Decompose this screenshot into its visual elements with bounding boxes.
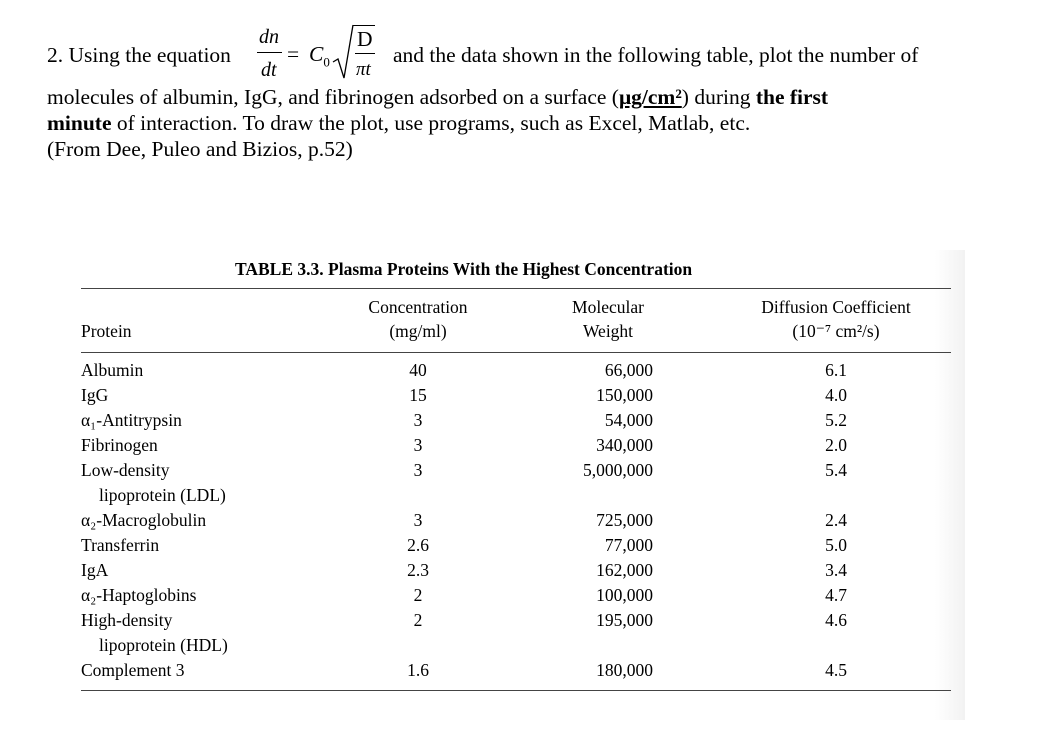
cell-protein: Complement 3 bbox=[81, 660, 185, 680]
question-line-2: molecules of albumin, IgG, and fibrinogen adsorbed on a surface (μg/cm²) during the first bbox=[47, 85, 829, 109]
cell-diffusion: 5.4 bbox=[825, 460, 847, 480]
cell-mw: 150,000 bbox=[596, 385, 653, 405]
cell-concentration: 40 bbox=[409, 360, 427, 380]
cell-diffusion: 4.7 bbox=[825, 585, 847, 605]
cell-protein: IgG bbox=[81, 385, 109, 405]
cell-mw: 54,000 bbox=[604, 410, 653, 430]
cell-concentration: 3 bbox=[413, 435, 423, 455]
cell-protein: α₂-Haptoglobins bbox=[81, 585, 197, 605]
fraction-bar bbox=[257, 52, 282, 53]
header-diffusion: Diffusion Coefficient (10⁻⁷ cm²/s) bbox=[761, 297, 911, 341]
cell-protein: High-density bbox=[81, 610, 173, 630]
header-molecular-weight: Molecular Weight bbox=[572, 297, 644, 341]
equation-denominator: dt bbox=[261, 59, 277, 81]
cell-diffusion: 5.0 bbox=[825, 535, 847, 555]
units-text: μg/cm² bbox=[618, 85, 682, 109]
cell-concentration: 3 bbox=[413, 510, 423, 530]
cell-protein: Low-density bbox=[81, 460, 170, 480]
question-suffix: and the data shown in the following table, plot the number of bbox=[393, 43, 919, 67]
cell-concentration: 1.6 bbox=[407, 660, 429, 680]
radicand-denominator: πt bbox=[356, 59, 371, 80]
radicand-numerator: D bbox=[357, 27, 373, 51]
cell-mw: 77,000 bbox=[604, 535, 653, 555]
table-header-rule bbox=[81, 352, 951, 353]
equals-sign: = bbox=[287, 42, 300, 66]
table-bottom-rule bbox=[81, 690, 951, 691]
cell-mw: 162,000 bbox=[596, 560, 653, 580]
cell-protein: α₂-Macroglobulin bbox=[81, 510, 207, 530]
cell-diffusion: 4.6 bbox=[825, 610, 847, 630]
cell-mw: 100,000 bbox=[596, 585, 653, 605]
cell-mw: 66,000 bbox=[604, 360, 653, 380]
header-concentration: Concentration (mg/ml) bbox=[368, 297, 468, 341]
question-source: (From Dee, Puleo and Bizios, p.52) bbox=[47, 137, 353, 161]
cell-protein: Transferrin bbox=[81, 535, 160, 555]
cell-concentration: 15 bbox=[409, 385, 427, 405]
rate-equation bbox=[249, 24, 399, 84]
equation-numerator: dn bbox=[259, 26, 279, 48]
cell-diffusion: 3.4 bbox=[825, 560, 847, 580]
cell-protein-cont: lipoprotein (LDL) bbox=[99, 485, 226, 505]
cell-concentration: 2 bbox=[413, 585, 423, 605]
cell-mw: 5,000,000 bbox=[583, 460, 653, 480]
cell-protein: IgA bbox=[81, 560, 109, 580]
cell-diffusion: 5.2 bbox=[825, 410, 847, 430]
cell-protein: α₁-Antitrypsin bbox=[81, 410, 182, 430]
radicand-fraction-bar bbox=[355, 53, 375, 54]
cell-protein: Albumin bbox=[81, 360, 144, 380]
cell-concentration: 2.3 bbox=[407, 560, 429, 580]
header-protein: Protein bbox=[81, 321, 132, 341]
cell-concentration: 3 bbox=[413, 410, 423, 430]
cell-mw: 195,000 bbox=[596, 610, 653, 630]
question-text bbox=[47, 24, 1032, 162]
equation-constant: $C_0$ bbox=[309, 42, 330, 70]
question-line-3: minute of interaction. To draw the plot, use programs, such as Excel, Matlab, etc. bbox=[47, 111, 751, 135]
cell-diffusion: 4.0 bbox=[825, 385, 847, 405]
cell-diffusion: 2.0 bbox=[825, 435, 847, 455]
cell-concentration: 2 bbox=[413, 610, 423, 630]
cell-protein-cont: lipoprotein (HDL) bbox=[99, 635, 228, 655]
cell-diffusion: 2.4 bbox=[825, 510, 847, 530]
question-prefix: 2. Using the equation bbox=[47, 43, 231, 67]
cell-diffusion: 6.1 bbox=[825, 360, 847, 380]
cell-mw: 340,000 bbox=[596, 435, 653, 455]
cell-protein: Fibrinogen bbox=[81, 435, 158, 455]
sqrt-sign bbox=[332, 24, 354, 80]
table-scan-image bbox=[73, 250, 965, 720]
cell-concentration: 2.6 bbox=[407, 535, 429, 555]
question-line-1 bbox=[47, 24, 1032, 84]
cell-mw: 180,000 bbox=[596, 660, 653, 680]
cell-mw: 725,000 bbox=[596, 510, 653, 530]
cell-concentration: 3 bbox=[413, 460, 423, 480]
cell-diffusion: 4.5 bbox=[825, 660, 847, 680]
table-top-rule bbox=[81, 288, 951, 289]
table-caption: TABLE 3.3. Plasma Proteins With the Highest Concentration bbox=[235, 259, 693, 279]
